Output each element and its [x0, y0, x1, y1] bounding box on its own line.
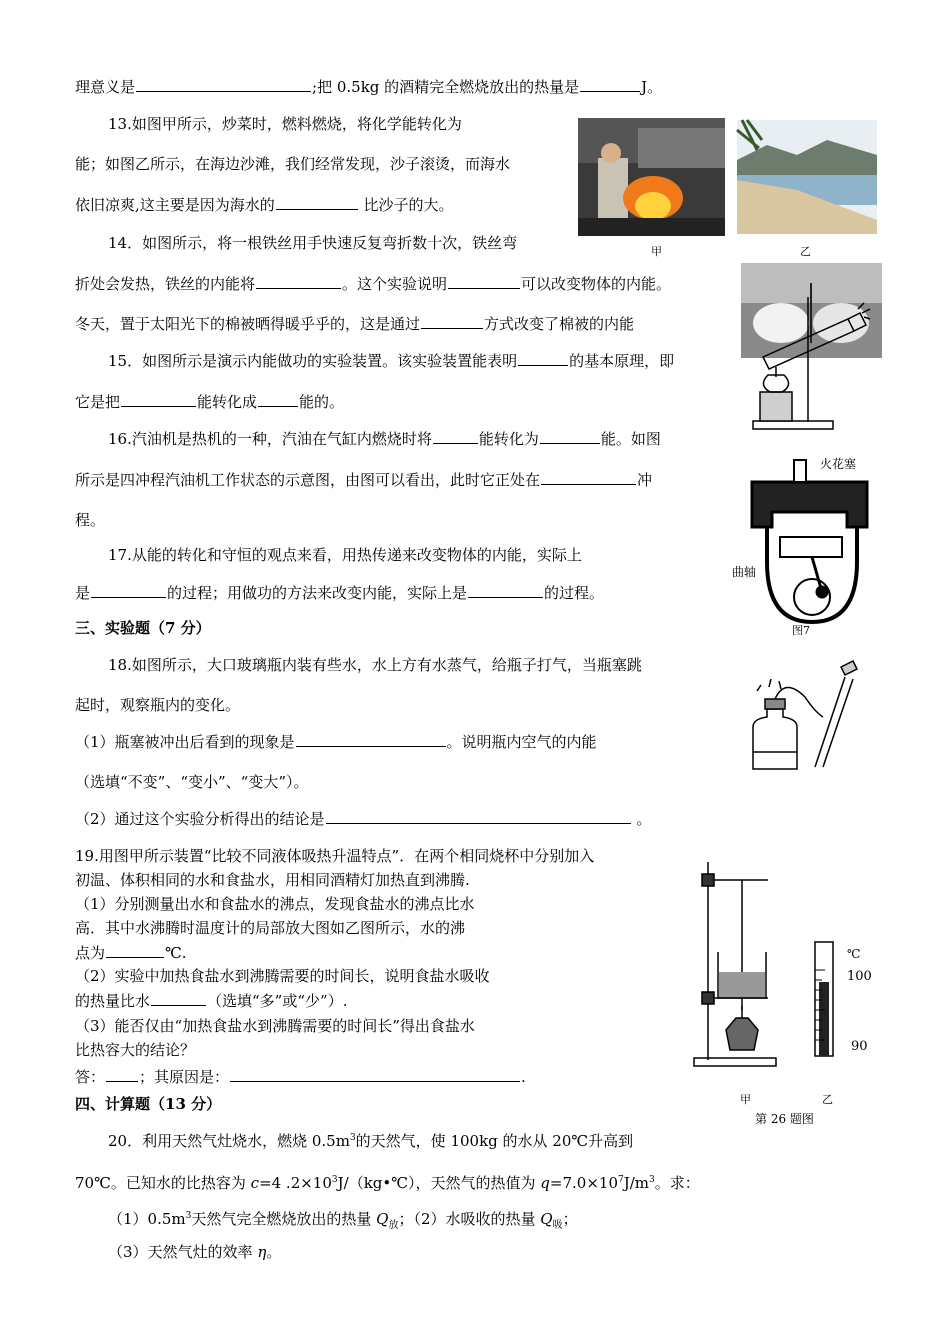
answer-blank[interactable]	[541, 469, 636, 485]
answer-blank[interactable]	[121, 391, 196, 407]
q18-line1: 18.如图所示，大口玻璃瓶内装有些水，水上方有水蒸气，给瓶子打气，当瓶塞跳	[108, 656, 642, 674]
q13-line1: 13.如图甲所示，炒菜时，燃料燃烧，将化学能转化为	[108, 115, 462, 133]
q19-line7: 的热量比水 （选填“多”或“少”）.	[75, 992, 348, 1010]
engine-fig-label: 图7	[792, 624, 810, 637]
engine-label-spark: 火花塞	[820, 457, 857, 471]
q19-line2: 初温、体积相同的水和食盐水，用相同酒精灯加热直到沸腾.	[75, 871, 470, 889]
thermometer-100-label: 100	[847, 969, 872, 984]
q18-line3: （1）瓶塞被冲出后看到的现象是 。说明瓶内空气的内能	[75, 733, 597, 751]
answer-blank[interactable]	[136, 76, 311, 92]
answer-blank[interactable]	[91, 582, 166, 598]
q18-line2: 起时，观察瓶内的变化。	[75, 696, 241, 714]
answer-blank[interactable]	[256, 273, 341, 289]
heating-stand-diagram	[692, 860, 782, 1070]
answer-blank[interactable]	[540, 428, 600, 444]
answer-blank[interactable]	[580, 76, 640, 92]
bottle-pump-diagram	[745, 657, 860, 775]
answer-blank[interactable]	[448, 273, 520, 289]
test-tube-apparatus-diagram	[748, 297, 870, 431]
cooking-photo	[578, 118, 725, 236]
q19-line9: 比热容大的结论？	[75, 1041, 196, 1059]
q17-line1: 17.从能的转化和守恒的观点来看，用热传递来改变物体的内能，实际上	[108, 546, 582, 564]
section-experiment-heading: 三、实验题（7 分）	[75, 619, 211, 637]
thermometer-unit: ℃	[847, 947, 861, 961]
section-calculation-heading: 四、计算题（13 分）	[75, 1095, 222, 1113]
q19-line4: 高．其中水沸腾时温度计的局部放大图如乙图所示，水的沸	[75, 919, 466, 937]
thermometer-90-label: 90	[851, 1039, 868, 1054]
answer-blank[interactable]	[106, 942, 164, 958]
caption-yi: 乙	[800, 245, 811, 258]
q18-line4: （选填“不变”、“变小”、“变大”）。	[75, 773, 309, 791]
q18-line5: （2）通过这个实验分析得出的结论是 。	[75, 810, 652, 828]
answer-blank[interactable]	[151, 990, 206, 1006]
q14-line1: 14．如图所示，将一根铁丝用手快速反复弯折数十次，铁丝弯	[108, 234, 518, 252]
q19-line8: （3）能否仅由“加热食盐水到沸腾需要的时间长”得出食盐水	[75, 1017, 475, 1035]
q20-line4: （3）天然气灶的效率 η。	[108, 1243, 282, 1261]
q20-line1: 20．利用天然气灶烧水，燃烧 $0.5m^3$的天然气，使 100kg 的水从 20℃升高到	[108, 1132, 634, 1150]
engine-label-crank: 曲轴	[732, 565, 757, 579]
answer-blank[interactable]	[468, 582, 543, 598]
answer-blank[interactable]	[433, 428, 478, 444]
q16-line3: 程。	[75, 511, 106, 529]
q14-line3: 冬天，置于太阳光下的棉被晒得暖乎乎的，这是通过 方式改变了棉被的内能	[75, 315, 635, 333]
q16-line2: 所示是四冲程汽油机工作状态的示意图，由图可以看出，此时它正处在 冲	[75, 471, 653, 489]
fig26-caption: 第 26 题图	[755, 1112, 814, 1126]
thermometer-closeup	[813, 940, 883, 1060]
answer-blank[interactable]	[296, 731, 446, 747]
answer-blank[interactable]	[518, 350, 568, 366]
q19-line3: （1）分别测量出水和食盐水的沸点，发现食盐水的沸点比水	[75, 895, 475, 913]
q15-line1: 15．如图所示是演示内能做功的实验装置。该实验装置能表明 的基本原理，即	[108, 352, 675, 370]
q13-line2: 能；如图乙所示，在海边沙滩，我们经常发现，沙子滚烫，而海水	[75, 155, 511, 173]
q16-line1: 16.汽油机是热机的一种，汽油在气缸内燃烧时将 能转化为 能。如图	[108, 430, 661, 448]
q20-line2: 70℃。已知水的比热容为 c=4 $.2\times 10^3J/(kg•℃)$，天然气的热值为 $q=7.0\times 10^7J/m^3$。求：	[75, 1174, 700, 1192]
answer-blank[interactable]	[276, 194, 358, 210]
answer-blank[interactable]	[326, 808, 631, 824]
q17-line2: 是 的过程；用做功的方法来改变内能，实际上是 的过程。	[75, 584, 605, 602]
answer-blank[interactable]	[421, 313, 483, 329]
fig26-yi-label: 乙	[822, 1093, 833, 1106]
q15-line2: 它是把 能转化成 能的。	[75, 393, 345, 411]
answer-blank[interactable]	[230, 1066, 520, 1082]
q19-line6: （2）实验中加热食盐水到沸腾需要的时间长，说明食盐水吸收	[75, 967, 490, 985]
answer-blank[interactable]	[106, 1066, 138, 1082]
q20-line3: $(1)0.5m^3$天然气完全燃烧放出的热量 $Q_放$；（2）水吸收的热量 $Q_吸$；	[108, 1210, 578, 1231]
beach-photo	[737, 120, 877, 234]
q19-line1: 19.用图甲所示装置“比较不同液体吸热升温特点”．在两个相同烧杯中分别加入	[75, 847, 595, 865]
answer-blank[interactable]	[258, 391, 298, 407]
q14-line2: 折处会发热，铁丝的内能将 。这个实验说明 可以改变物体的内能。	[75, 275, 672, 293]
q12-tail: 理意义是 ;把 0.5kg 的酒精完全燃烧放出的热量是 J。	[75, 78, 663, 96]
caption-jia: 甲	[651, 245, 662, 258]
four-stroke-engine-diagram	[732, 452, 882, 637]
q19-line5: 点为 ℃.	[75, 944, 187, 962]
q13-line3: 依旧凉爽,这主要是因为海水的 比沙子的大。	[75, 196, 454, 214]
fig26-jia-label: 甲	[740, 1093, 751, 1106]
q19-line10: 答： ；其原因是： .	[75, 1068, 526, 1086]
